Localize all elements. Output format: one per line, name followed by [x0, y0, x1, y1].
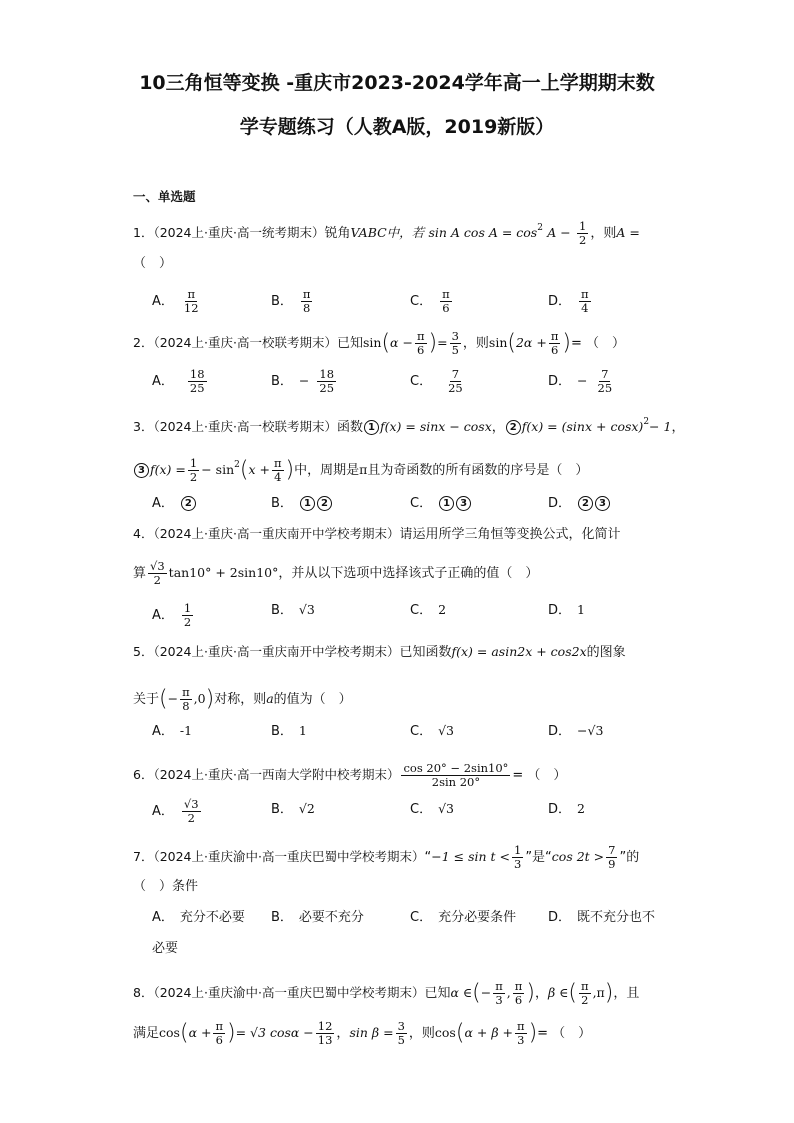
math-expression: sin A cos A = cos	[428, 225, 538, 241]
question-source: （2024上·重庆渝中·高一重庆巴蜀中学校考期末）	[153, 849, 425, 865]
question-number: 4．	[133, 526, 154, 541]
question-source: （2024上·重庆·高一校联考期末）	[153, 419, 337, 434]
question-5: 5．（2024上·重庆·高一重庆南开中学校考期末）已知函数f(x) = asin2x + cos2x的图象	[133, 644, 626, 660]
option-b[interactable]: B． − $\frac{18}{25}$	[271, 367, 335, 396]
circled-number: 3	[134, 463, 149, 478]
math-expression: A −	[547, 225, 571, 241]
circled-number: 2	[506, 420, 521, 435]
question-text: ，则	[590, 226, 617, 242]
title-line-2: 学专题练习（人教A版，2019新版）	[239, 116, 555, 138]
option-d[interactable]: D． 2	[548, 801, 585, 817]
option-c[interactable]: C． √3	[410, 801, 454, 817]
question-8-line-2: 满足cos(α + $\frac{\pi}{6}$ )= √3 cosα − $\frac{12}{13}$ ，sin β = $\frac{3}{5}$ ，则cos(α + β + $\frac{\pi}{3}$ )= （ ）	[133, 1019, 592, 1048]
option-a[interactable]: A． -1	[152, 723, 193, 739]
option-d[interactable]: D． 既不充分也不	[548, 910, 656, 925]
question-source: （2024上·重庆·高一校联考期末）	[153, 335, 337, 351]
question-number: 2．	[133, 335, 154, 351]
question-2: 2．（2024上·重庆·高一校联考期末）已知sin(α − $\frac{\pi}{6}$ )= $\frac{3}{5}$ ，则sin(2α + $\frac{\pi}{6}$ )= （ ）	[133, 329, 626, 358]
option-c[interactable]: C． 充分必要条件	[410, 910, 517, 925]
option-a[interactable]: A． $\frac{1}{2}$	[152, 601, 192, 630]
question-7: 7．（2024上·重庆渝中·高一重庆巴蜀中学校考期末）“−1 ≤ sin t < $\frac{1}{3}$ ”是“cos 2t > $\frac{7}{9}$ ”的	[133, 843, 640, 872]
math-expression: A =	[616, 225, 640, 241]
option-a[interactable]: A． 充分不必要	[152, 910, 245, 925]
option-b[interactable]: B． √2	[271, 801, 315, 817]
question-number: 1．	[133, 225, 154, 241]
question-source: （2024上·重庆渝中·高一重庆巴蜀中学校考期末）	[153, 985, 425, 1001]
option-d-continuation: 必要	[152, 941, 179, 956]
option-d[interactable]: D． −√3	[548, 723, 604, 739]
question-number: 8．	[133, 985, 154, 1001]
option-a[interactable]: A． $\frac{\pi}{12}$	[152, 287, 199, 316]
question-source: （2024上·重庆·高一重庆南开中学校考期末）	[153, 526, 400, 541]
question-7-line-2: （ ）条件	[133, 879, 199, 894]
question-source: （2024上·重庆·高一西南大学附中校考期末）	[153, 767, 400, 783]
option-d[interactable]: D． 1	[548, 602, 585, 618]
option-c[interactable]: C． 2	[410, 602, 447, 618]
math-fraction: $\frac{1}{2}$	[579, 219, 587, 248]
option-d[interactable]: D． $\frac{\pi}{4}$	[548, 287, 589, 316]
option-d[interactable]: D． − $\frac{7}{25}$	[548, 367, 613, 396]
option-a[interactable]: A． 2	[152, 496, 197, 511]
question-4-line-2: 算 $\frac{√3}{2}$ tan10° + 2sin10°，并从以下选项中选择该式子正确的值（ ）	[133, 559, 539, 588]
math-expression: sin	[362, 335, 382, 351]
question-number: 3．	[133, 419, 154, 434]
option-c[interactable]: C． √3	[410, 723, 454, 739]
option-c[interactable]: C． 1 3	[410, 496, 472, 511]
question-6: 6．（2024上·重庆·高一西南大学附中校考期末） $\frac{\cos 20^\circ - 2\sin 10^\circ}{2\sin 20^\circ}$ = （ ）	[133, 761, 567, 790]
answer-paren: （ ）	[133, 256, 173, 271]
question-text: 已知	[336, 336, 363, 352]
option-b[interactable]: B． 1 2	[271, 496, 333, 511]
question-number: 7．	[133, 849, 154, 865]
question-text: 锐角	[324, 226, 351, 242]
question-source: （2024上·重庆·高一统考期末）	[153, 225, 325, 241]
question-number: 6．	[133, 767, 154, 783]
question-text: VABC中，若	[350, 225, 425, 241]
option-c[interactable]: C． $\frac{7}{25}$	[410, 367, 463, 396]
title-line-1: 10三角恒等变换 -重庆市2023-2024学年高一上学期期末数	[139, 72, 655, 94]
option-c[interactable]: C． $\frac{\pi}{6}$	[410, 287, 450, 316]
question-3-line-2: 3 f(x) = $\frac{1}{2}$ − $\sin^2(x$ + $\frac{\pi}{4}$ )中，周期是π且为奇函数的所有函数的序号是（ ）	[133, 457, 588, 484]
question-1: 1．（2024上·重庆·高一统考期末）锐角VABC中，若 sin A $\cos A = \cos^2 A$ − $\frac{1}{2}$ ，则A =	[133, 219, 640, 248]
question-3: 3．（2024上·重庆·高一校联考期末）函数 1 f(x) = sinx − cosx， 2 $f(x) = (\sin x + \cos x)^2- 1$，	[133, 417, 685, 435]
question-8: 8．（2024上·重庆渝中·高一重庆巴蜀中学校考期末）已知α ∈(− $\frac{\pi}{3}$ , $\frac{\pi}{6}$ )，β ∈( $\frac{\pi}{2}$ ,π)，且	[133, 979, 640, 1008]
option-a[interactable]: A． $\frac{√3}{2}$	[152, 797, 199, 826]
question-source: （2024上·重庆·高一重庆南开中学校考期末）	[153, 644, 400, 659]
option-b[interactable]: B． 1	[271, 723, 307, 739]
section-heading: 一、单选题	[133, 189, 196, 204]
question-5-line-2: 关于(− $\frac{\pi}{8}$ ,0)对称，则a的值为（ ）	[133, 685, 352, 714]
circled-number: 1	[364, 420, 379, 435]
question-number: 5．	[133, 644, 154, 659]
question-4: 4．（2024上·重庆·高一重庆南开中学校考期末）请运用所学三角恒等变换公式，化简计	[133, 526, 621, 542]
option-b[interactable]: B． √3	[271, 602, 315, 618]
option-a[interactable]: A． $\frac{18}{25}$	[152, 367, 205, 396]
option-b[interactable]: B． 必要不充分	[271, 910, 364, 925]
option-d[interactable]: D． 2 3	[548, 496, 611, 511]
option-b[interactable]: B． $\frac{\pi}{8}$	[271, 287, 311, 316]
